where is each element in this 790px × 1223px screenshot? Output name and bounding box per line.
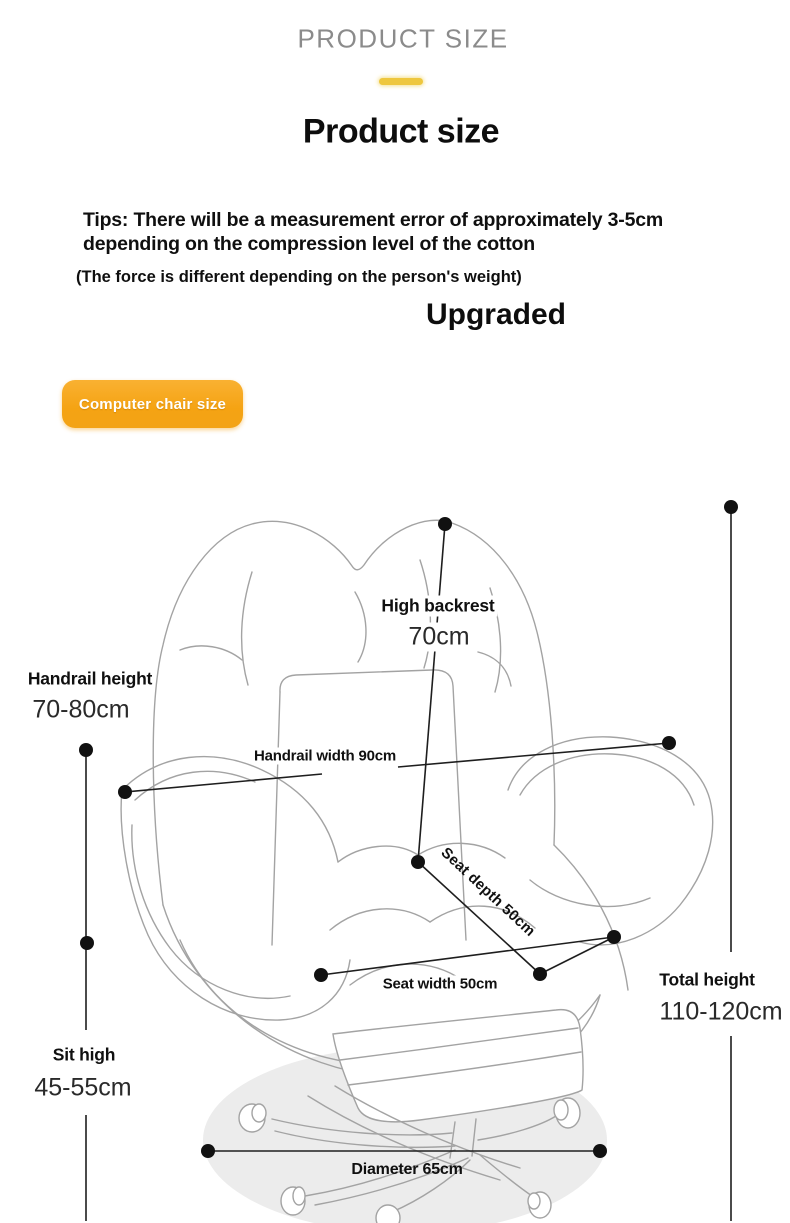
sit-high-label: Sit high	[52, 1044, 116, 1065]
high-backrest-line	[418, 524, 445, 862]
handrail-height-value: 70-80cm	[32, 695, 130, 724]
tips-text	[83, 209, 663, 256]
backrest-panel	[280, 670, 466, 940]
sit-high-value: 45-55cm	[34, 1073, 132, 1102]
seat-width-label: Seat width 50cm	[380, 976, 501, 993]
weight-note: (The force is different depending on the person's weight)	[76, 268, 522, 286]
seat-depth-label: Seat depth 50cm	[437, 844, 539, 940]
total-height-value: 110-120cm	[659, 997, 783, 1026]
tips-line-1: Tips: There will be a measurement error of approximately 3-5cm	[83, 209, 664, 231]
eyebrow-heading: PRODUCT SIZE	[297, 23, 509, 54]
yellow-divider	[379, 78, 423, 85]
total-height-label: Total height	[659, 969, 755, 990]
high-backrest-value: 70cm	[405, 623, 472, 652]
high-backrest-label: High backrest	[378, 596, 497, 617]
backrest-outline	[153, 520, 555, 905]
handrail-height-label: Handrail height	[27, 668, 153, 689]
computer-chair-size-button[interactable]: Computer chair size	[62, 380, 243, 428]
handrail-width-label: Handrail width 90cm	[251, 748, 399, 765]
handrail-width-line-right	[398, 743, 669, 767]
tips-line-2: depending on the compression level of the cotton	[83, 232, 535, 255]
seat-width-line	[321, 937, 614, 975]
diameter-label: Diameter 65cm	[351, 1161, 463, 1178]
page-title: Product size	[302, 112, 500, 151]
upgraded-label: Upgraded	[425, 298, 567, 331]
right-armrest	[508, 737, 713, 945]
handrail-width-line-left	[125, 774, 322, 792]
